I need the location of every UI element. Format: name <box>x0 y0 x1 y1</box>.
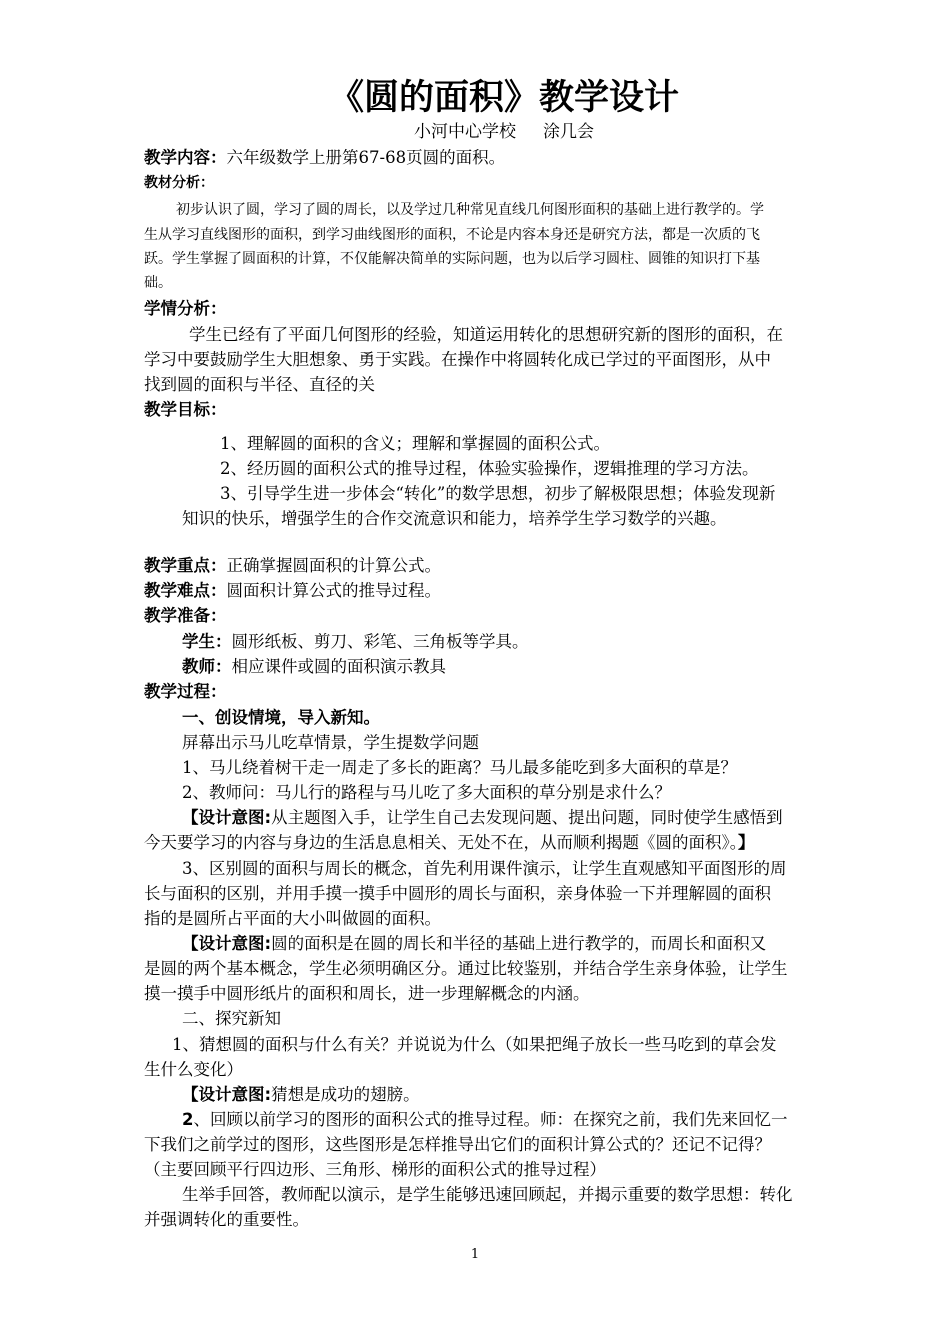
student-line-2: 学习中要鼓励学生大胆想象、勇于实践。在操作中将圆转化成已学过的平面图形，从中 <box>144 350 771 369</box>
content-label: 教学内容： <box>144 148 227 167</box>
difficulty-label: 教学难点： <box>144 581 227 600</box>
design-intent-text: 从主题图入手，让学生自己去发现问题、提出问题，同时使学生感悟到 <box>271 808 783 827</box>
key-text: 正确掌握圆面积的计算公式。 <box>226 556 441 575</box>
process-line-6a <box>182 1107 787 1133</box>
design-intent-text: 猜想是成功的翅膀。 <box>271 1085 420 1104</box>
student-line-1: 学生已经有了平面几何图形的经验，知道运用转化的思想研究新的图形的面积，在 <box>189 325 783 344</box>
goals-label: 教学目标： <box>144 400 227 419</box>
process-line-7a: 生举手回答，教师配以演示，是学生能够迅速回顾起，并揭示重要的数学思想：转化 <box>182 1185 793 1204</box>
prep-student-label: 学生： <box>182 632 232 651</box>
design-intent-2a <box>182 931 766 957</box>
design-intent-3 <box>182 1082 420 1108</box>
process-line-1: 屏幕出示马儿吃草情景，学生提数学问题 <box>182 733 479 752</box>
design-intent-label: 【设计意图: <box>182 1085 272 1104</box>
material-line-1: 初步认识了圆，学习了圆的周长，以及学过几种常见直线几何图形面积的基础上进行教学的。学 <box>176 202 764 218</box>
goal-1: 1、理解圆的面积的含义；理解和掌握圆的面积公式。 <box>220 434 610 453</box>
author-line: 小河中心学校 涂几会 <box>413 122 595 142</box>
material-line-4: 础。 <box>144 275 172 291</box>
item-number: 2 <box>182 1110 194 1129</box>
design-intent-1a <box>182 805 783 831</box>
section-1-heading: 一、创设情境，导入新知。 <box>182 708 380 727</box>
document-title: 《圆的面积》教学设计 <box>328 77 679 118</box>
design-intent-1b <box>144 830 755 856</box>
key-line <box>144 553 441 579</box>
design-intent-label: 【设计意图: <box>182 934 272 953</box>
process-line-5a: 1、猜想圆的面积与什么有关？并说说为什么（如果把绳子放长一些马吃到的草会发 <box>172 1035 777 1054</box>
difficulty-text: 圆面积计算公式的推导过程。 <box>226 581 441 600</box>
process-line-4a: 3、区别圆的面积与周长的概念，首先利用课件演示，让学生直观感知平面图形的周 <box>182 859 787 878</box>
design-intent-text: 圆的面积是在圆的周长和半径的基础上进行教学的，而周长和面积又 <box>271 934 767 953</box>
process-line-2: 1、马儿绕着树干走一周走了多长的距离？马儿最多能吃到多大面积的草是？ <box>182 758 737 777</box>
process-line-4c: 指的是圆所占平面的大小叫做圆的面积。 <box>144 909 441 928</box>
content-text: 六年级数学上册第67-68页圆的面积。 <box>226 148 506 167</box>
content-line <box>144 145 505 171</box>
process-line-3: 2、教师问：马儿行的路程与马儿吃了多大面积的草分别是求什么？ <box>182 783 671 802</box>
material-line-3: 跃。学生掌握了圆面积的计算，不仅能解决简单的实际问题，也为以后学习圆柱、圆锥的知识打下基 <box>144 251 760 267</box>
process-line-5b: 生什么变化） <box>144 1060 243 1079</box>
design-intent-end: 】 <box>738 833 755 852</box>
difficulty-line <box>144 578 441 604</box>
key-label: 教学重点： <box>144 556 227 575</box>
prep-teacher-label: 教师： <box>182 657 232 676</box>
process-line-6b: 下我们之前学过的图形，这些图形是怎样推导出它们的面积计算公式的？还记不记得？ <box>144 1135 771 1154</box>
goal-3b: 知识的快乐，增强学生的合作交流意识和能力，培养学生学习数学的兴趣。 <box>182 509 727 528</box>
material-line-2: 生从学习直线图形的面积，到学习曲线图形的面积，不论是内容本身还是研究方法，都是一次质的飞 <box>144 227 760 243</box>
student-label: 学情分析： <box>144 299 227 318</box>
prep-teacher-text: 相应课件或圆的面积演示教具 <box>231 657 446 676</box>
material-label: 教材分析： <box>144 175 214 191</box>
design-intent-label: 【设计意图: <box>182 808 272 827</box>
design-intent-2b: 是圆的两个基本概念，学生必须明确区分。通过比较鉴别，并结合学生亲身体验，让学生 <box>144 959 788 978</box>
process-line-7b: 并强调转化的重要性。 <box>144 1210 309 1229</box>
prep-teacher-line <box>182 654 446 680</box>
section-2-heading: 二、探究新知 <box>182 1009 281 1028</box>
prep-label: 教学准备： <box>144 606 227 625</box>
process-label: 教学过程： <box>144 682 227 701</box>
goal-3a: 3、引导学生进一步体会“转化”的数学思想，初步了解极限思想；体验发现新 <box>220 484 776 503</box>
process-text: 、回顾以前学习的图形的面积公式的推导过程。师：在探究之前，我们先来回忆一 <box>193 1110 788 1129</box>
prep-student-line <box>182 629 529 655</box>
design-intent-2c: 摸一摸手中圆形纸片的面积和周长，进一步理解概念的内涵。 <box>144 984 590 1003</box>
process-line-4b: 长与面积的区别，并用手摸一摸手中圆形的周长与面积，亲身体验一下并理解圆的面积 <box>144 884 771 903</box>
student-line-3: 找到圆的面积与半径、直径的关 <box>144 375 375 394</box>
prep-student-text: 圆形纸板、剪刀、彩笔、三角板等学具。 <box>231 632 529 651</box>
process-line-6c: （主要回顾平行四边形、三角形、梯形的面积公式的推导过程） <box>144 1160 606 1179</box>
page-number: 1 <box>470 1247 480 1262</box>
goal-2: 2、经历圆的面积公式的推导过程，体验实验操作，逻辑推理的学习方法。 <box>220 459 759 478</box>
design-intent-text: 今天要学习的内容与身边的生活息息相关、无处不在，从而顺利揭题《圆的面积》。 <box>144 833 738 852</box>
